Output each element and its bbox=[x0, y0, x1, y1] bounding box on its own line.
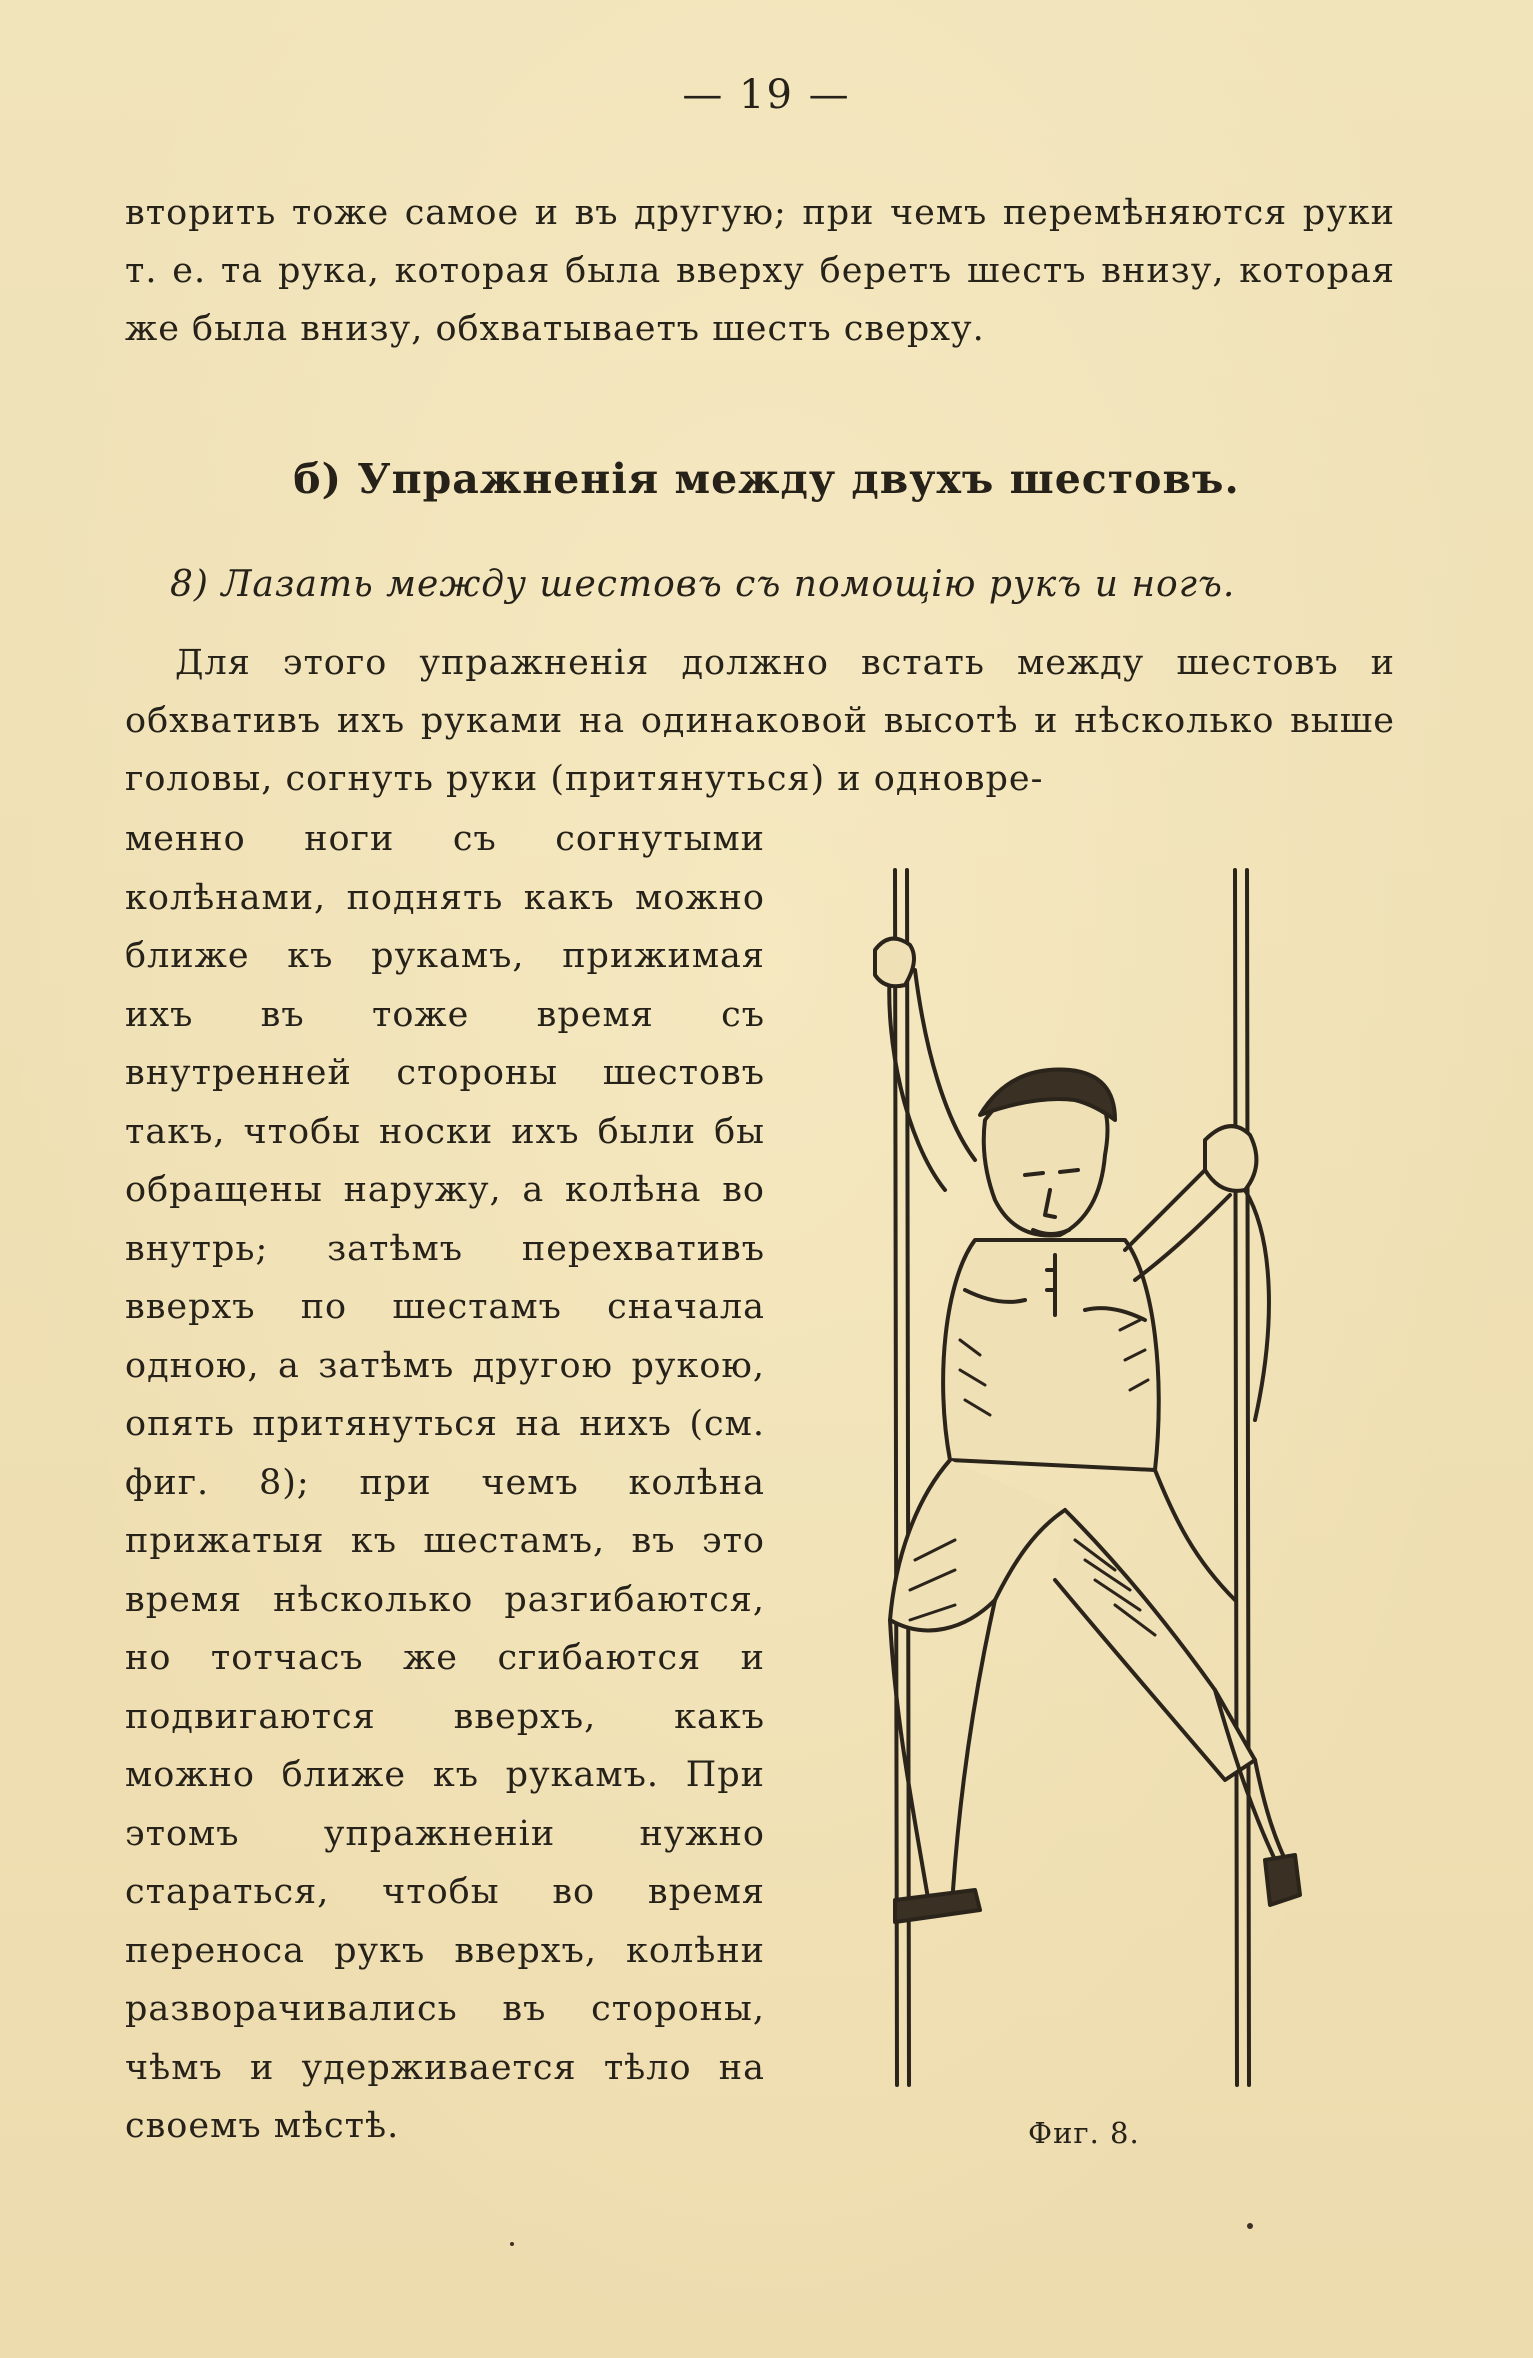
figure-caption: Фиг. 8. bbox=[1028, 2116, 1140, 2150]
section-heading: б) Упражненія между двухъ шестовъ. bbox=[293, 455, 1240, 503]
paragraph-continuation: вторить тоже самое и въ другую; при чемъ перемѣняются руки т. е. та рука, которая была вверху беретъ шестъ внизу, которая же была внизу, обхватываетъ шестъ сверху. bbox=[125, 193, 1395, 349]
paragraph-exercise-intro: Для этого упражненія должно встать между шестовъ и обхвативъ ихъ руками на одинаковой высотѣ и нѣсколько выше головы, согнуть руки (притянуться) и одновре- bbox=[125, 643, 1395, 799]
exercise-title: 8) Лазать между шестовъ съ помощію рукъ и ногъ. bbox=[170, 564, 1236, 605]
climbing-figure-illustration bbox=[835, 860, 1305, 2100]
print-speck bbox=[1247, 2223, 1253, 2229]
page-number: — 19 — bbox=[682, 72, 851, 118]
paragraph-exercise-body: менно ноги съ согнутыми колѣнами, поднять какъ можно ближе къ рукамъ, прижимая ихъ въ тоже время съ внутренней стороны шестовъ такъ, чтобы носки ихъ были бы обращены наружу, а колѣна во внутрь; затѣмъ перехвативъ вверхъ по шестамъ сначала одною, а затѣмъ другою рукою, опять притянуться на нихъ (см. фиг. 8); при чемъ колѣна прижатыя къ шестамъ, въ это время нѣсколько разгибаются, но тотчасъ же сгибаются и подвигаются вверхъ, какъ можно ближе къ рукамъ. При этомъ упражненіи нужно стараться, чтобы во время переноса рукъ вверхъ, колѣни разворачивались въ стороны, чѣмъ и удерживается тѣло на своемъ мѣстѣ. bbox=[125, 819, 765, 2146]
print-speck bbox=[510, 2242, 514, 2246]
